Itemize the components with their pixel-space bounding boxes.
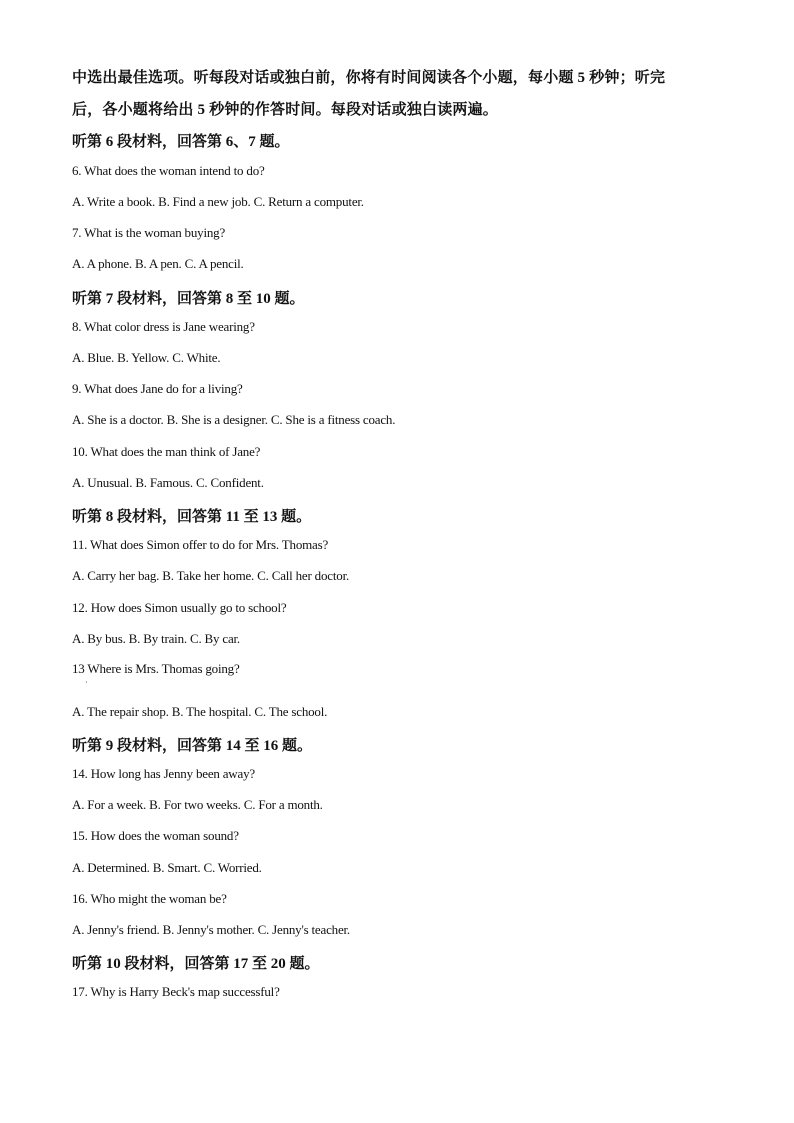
options-14: A. For a week. B. For two weeks. C. For a month. — [72, 797, 323, 812]
options-11: A. Carry her bag. B. Take her home. C. Call her doctor. — [72, 568, 350, 583]
question-11: 11. What does Simon offer to do for Mrs. Thomas? — [72, 537, 329, 552]
options-13: A. The repair shop. B. The hospital. C. The school. — [72, 704, 328, 719]
question-13: 13 Where is Mrs. Thomas going? — [72, 661, 240, 676]
options-8: A. Blue. B. Yellow. C. White. — [72, 350, 221, 365]
intro-line-1: 中选出最佳选项。听每段对话或独白前，你将有时间阅读各个小题，每小题 5 秒钟；听完 — [72, 70, 666, 86]
section-heading-9: 听第 9 段材料，回答第 14 至 16 题。 — [72, 738, 313, 754]
intro-line-2: 后，各小题将给出 5 秒钟的作答时间。每段对话或独白读两遍。 — [72, 102, 499, 118]
question-16: 16. Who might the woman be? — [72, 891, 227, 906]
options-9: A. She is a doctor. B. She is a designer. C. She is a fitness coach. — [72, 412, 396, 427]
question-14: 14. How long has Jenny been away? — [72, 766, 255, 781]
options-10: A. Unusual. B. Famous. C. Confident. — [72, 475, 264, 490]
section-heading-7: 听第 7 段材料，回答第 8 至 10 题。 — [72, 291, 305, 307]
options-12: A. By bus. B. By train. C. By car. — [72, 631, 240, 646]
section-heading-6: 听第 6 段材料，回答第 6、7 题。 — [72, 134, 290, 150]
question-6: 6. What does the woman intend to do? — [72, 163, 265, 178]
options-7: A. A phone. B. A pen. C. A pencil. — [72, 256, 244, 271]
options-15: A. Determined. B. Smart. C. Worried. — [72, 860, 262, 875]
question-8: 8. What color dress is Jane wearing? — [72, 319, 255, 334]
question-7: 7. What is the woman buying? — [72, 225, 226, 240]
section-heading-8: 听第 8 段材料，回答第 11 至 13 题。 — [72, 509, 312, 525]
question-17: 17. Why is Harry Beck's map successful? — [72, 984, 280, 999]
question-12: 12. How does Simon usually go to school? — [72, 600, 287, 615]
options-6: A. Write a book. B. Find a new job. C. Return a computer. — [72, 194, 364, 209]
options-16: A. Jenny's friend. B. Jenny's mother. C. Jenny's teacher. — [72, 922, 350, 937]
section-heading-10: 听第 10 段材料，回答第 17 至 20 题。 — [72, 956, 320, 972]
question-9: 9. What does Jane do for a living? — [72, 381, 243, 396]
question-10: 10. What does the man think of Jane? — [72, 444, 261, 459]
question-15: 15. How does the woman sound? — [72, 828, 239, 843]
stray-mark: · — [85, 678, 88, 687]
